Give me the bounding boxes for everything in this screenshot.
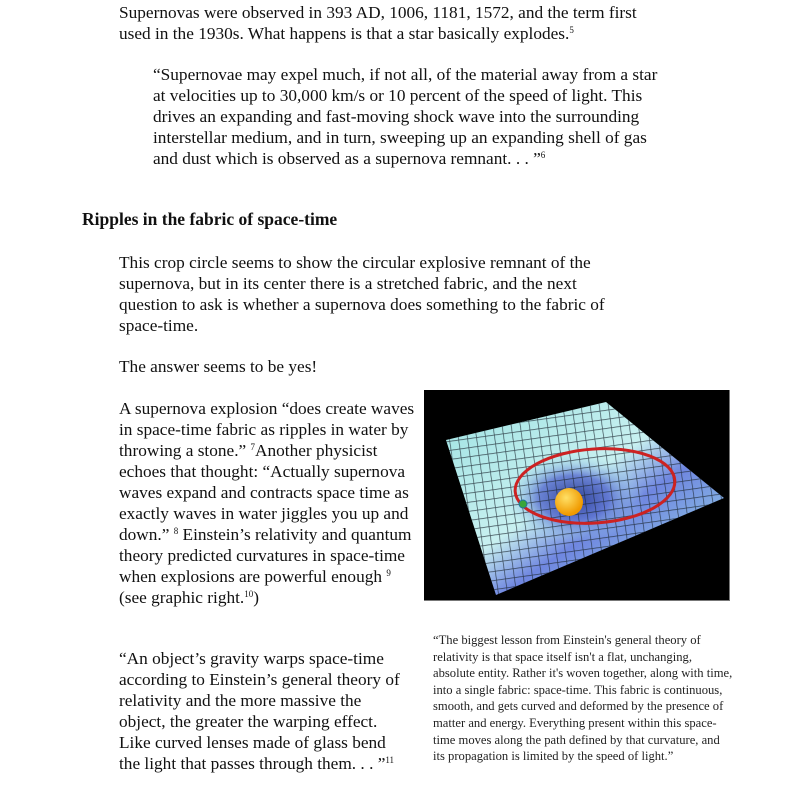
footnote-ref: 11 [385, 755, 395, 765]
ripples-paragraph: A supernova explosion “does create waves in space-time fabric as ripples in water by throwing a stone.” $^7$Another physicist echoes that thought: “Actually supernova waves expand and contracts space time as exactly waves in water jiggles you up and down.” $^8$ Einstein’s relativity and quantum theory predicted curvatures in space-time when explosions are powerful enough $^9$ (see graphic right.$^{10}$) [119, 399, 415, 607]
supernova-blockquote: “Supernovae may expel much, if not all, of the material away from a star at velocities up to 30,000 km/s or 10 percent of the speed of light. This drives an expanding and fast-moving shock wave into the surrounding interstellar medium, and in turn, sweeping up an expanding shell of gas and dust which is observed as a supernova remnant. . . ”$^6$ [153, 65, 658, 168]
footnote-ref: 10 [244, 589, 254, 599]
intro-paragraph: Supernovas were observed in 393 AD, 1006, 1181, 1572, and the term first used in the 1930s. What happens is that a star basically explodes.$^5$ [119, 3, 637, 43]
answer-paragraph: The answer seems to be yes! [119, 357, 318, 376]
figure-caption: “The biggest lesson from Einstein's general theory of relativity is that space itself isn't a flat, unchanging, absolute entity. Rather it's woven together, along with time, into a single fabric: space-time. This fabric is continuous, smooth, and gets curved and deformed by the presence of matter and energy. Everything present within this space-time moves along the path defined by that curvature, and its propagation is limited by the speed of light.” [433, 633, 733, 764]
footnote-ref: 9 [386, 568, 391, 578]
footnote-ref: 5 [569, 25, 574, 35]
star-sphere [555, 488, 583, 516]
grid-lines [446, 402, 724, 595]
gravity-quote-paragraph: “An object’s gravity warps space-time according to Einstein’s general theory of relativity and the more massive the object, the greater the warping effect. Like curved lenses made of glass bend the light that passes through them. . . ”$^{11}$ [119, 649, 400, 773]
section-heading: Ripples in the fabric of space-time [82, 209, 338, 229]
spacetime-grid-illustration [424, 390, 729, 600]
planet-sphere [519, 500, 527, 508]
footnote-ref: 7 [250, 442, 255, 452]
footnote-ref: 8 [173, 526, 179, 536]
footnote-ref: 6 [540, 150, 546, 160]
crop-circle-paragraph: This crop circle seems to show the circular explosive remnant of the supernova, but in its center there is a stretched fabric, and the next question to ask is whether a supernova does something to the fabric of space-time. [119, 253, 605, 335]
spacetime-curvature-figure [424, 390, 730, 601]
